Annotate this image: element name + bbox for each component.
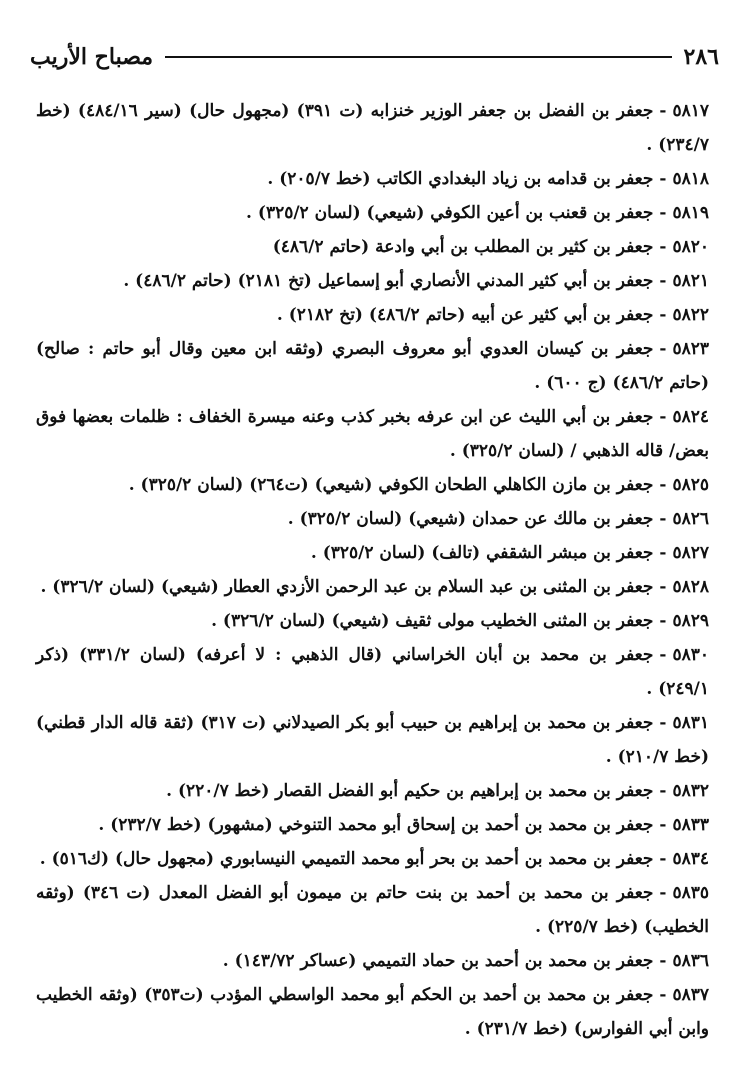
entry-list — [36, 94, 709, 1046]
entry-text: جعفر بن محمد بن إبراهيم بن حبيب أبو بكر الصيدلاني (ت ٣١٧) (ثقة قاله الدار قطني) (خط ٢١٠/٧) . — [36, 713, 709, 767]
entry-number: ٥٨١٧ — [672, 101, 709, 121]
entry-number: ٥٨٢٣ — [672, 339, 709, 359]
entry-text: جعفر بن أبي الليث عن ابن عرفه بخبر كذب وعنه ميسرة الخفاف : ظلمات بعضها فوق بعض/ قاله الذهبي / (لسان ٣٢٥/٢) . — [36, 407, 709, 461]
entry — [36, 94, 709, 162]
entry-dash: - — [659, 101, 667, 121]
entry-text: جعفر بن المثنى بن عبد السلام بن عبد الرحمن الأزدي العطار (شيعي) (لسان ٣٢٦/٢) . — [40, 577, 654, 597]
entry-number: ٥٨١٩ — [672, 203, 709, 223]
entry-number: ٥٨٢٤ — [672, 407, 709, 427]
entry — [36, 978, 709, 1046]
book-title: مصباح الأريب — [30, 44, 154, 70]
entry-dash: - — [659, 951, 667, 971]
entry-dash: - — [659, 781, 667, 801]
entry-dash: - — [659, 883, 667, 903]
entry-text: جعفر بن كثير بن المطلب بن أبي وادعة (حاتم ٤٨٦/٢) — [272, 237, 654, 257]
entry-dash: - — [659, 577, 667, 597]
entry — [36, 468, 709, 502]
entry-dash: - — [659, 339, 667, 359]
entry — [36, 332, 709, 400]
entry — [36, 162, 709, 196]
entry — [36, 196, 709, 230]
entry-number: ٥٨٢٢ — [672, 305, 709, 325]
entry-dash: - — [659, 169, 667, 189]
entry-number: ٥٨١٨ — [672, 169, 709, 189]
entry-number: ٥٨٢٥ — [672, 475, 709, 495]
entry — [36, 944, 709, 978]
header-rule — [165, 56, 671, 58]
entry-number: ٥٨٣٢ — [672, 781, 709, 801]
entry-text: جعفر بن قعنب بن أعين الكوفي (شيعي) (لسان ٣٢٥/٢) . — [246, 203, 654, 223]
entry — [36, 570, 709, 604]
entry-text: جعفر بن الفضل بن جعفر الوزير خنزابه (ت ٣٩١) (مجهول حال) (سير ٤٨٤/١٦) (خط ٢٣٤/٧) . — [36, 101, 709, 155]
entry-text: جعفر بن مازن الكاهلي الطحان الكوفي (شيعي) (ت٢٦٤) (لسان ٣٢٥/٢) . — [128, 475, 654, 495]
entry-dash: - — [659, 475, 667, 495]
entry-number: ٥٨٢٨ — [672, 577, 709, 597]
entry-text: جعفر بن محمد بن إبراهيم بن حكيم أبو الفضل القصار (خط ٢٢٠/٧) . — [166, 781, 654, 801]
entry-number: ٥٨٣٠ — [672, 645, 709, 665]
entry — [36, 808, 709, 842]
entry-dash: - — [659, 985, 667, 1005]
entry-dash: - — [659, 849, 667, 869]
page-header — [30, 40, 719, 74]
entry-text: جعفر بن أبي كثير المدني الأنصاري أبو إسماعيل (تخ ٢١٨١) (حاتم ٤٨٦/٢) . — [123, 271, 654, 291]
entry — [36, 230, 709, 264]
entry — [36, 298, 709, 332]
entry-text: جعفر بن محمد بن أبان الخراساني (قال الذهبي : لا أعرفه) (لسان ٣٣١/٢) (ذكر ٢٤٩/١) . — [36, 645, 709, 699]
entry-dash: - — [659, 237, 667, 257]
entry-text: جعفر بن مالك عن حمدان (شيعي) (لسان ٣٢٥/٢) . — [287, 509, 654, 529]
entry-dash: - — [659, 713, 667, 733]
entry-dash: - — [659, 611, 667, 631]
entry-dash: - — [659, 203, 667, 223]
entry — [36, 502, 709, 536]
entry — [36, 774, 709, 808]
entry-number: ٥٨٣٧ — [672, 985, 709, 1005]
entry-number: ٥٨٣٣ — [672, 815, 709, 835]
entry — [36, 638, 709, 706]
entry-text: جعفر بن أبي كثير عن أبيه (حاتم ٤٨٦/٢) (تخ ٢١٨٢) . — [276, 305, 654, 325]
entry-dash: - — [659, 815, 667, 835]
entry-dash: - — [659, 407, 667, 427]
entry-number: ٥٨٢٧ — [672, 543, 709, 563]
entry — [36, 842, 709, 876]
entry-number: ٥٨٢٩ — [672, 611, 709, 631]
entry-text: جعفر بن كيسان العدوي أبو معروف البصري (وثقه ابن معين وقال أبو حاتم : صالح) (حاتم ٤٨٦/٢) (ج ٦٠٠) . — [36, 339, 709, 393]
page-number: ٢٨٦ — [683, 44, 719, 70]
entry-dash: - — [659, 305, 667, 325]
entry — [36, 876, 709, 944]
entry — [36, 400, 709, 468]
entry-dash: - — [659, 271, 667, 291]
entry-text: جعفر بن محمد بن أحمد بن الحكم أبو محمد الواسطي المؤدب (ت٣٥٣) (وثقه الخطيب وابن أبي الفوارس) (خط ٢٣١/٧) . — [36, 985, 709, 1039]
entry-number: ٥٨٢٠ — [672, 237, 709, 257]
entry-text: جعفر بن محمد بن أحمد بن حماد التميمي (عساكر ١٤٣/٧٢) . — [222, 951, 654, 971]
entry-text: جعفر بن محمد بن أحمد بن بحر أبو محمد التميمي النيسابوري (مجهول حال) (ك٥١٦) . — [39, 849, 654, 869]
entry — [36, 264, 709, 298]
entry-text: جعفر بن محمد بن أحمد بن إسحاق أبو محمد التنوخي (مشهور) (خط ٢٣٢/٧) . — [98, 815, 654, 835]
entry-dash: - — [659, 509, 667, 529]
entry-text: جعفر بن المثنى الخطيب مولى ثقيف (شيعي) (لسان ٣٢٦/٢) . — [211, 611, 654, 631]
entry-text: جعفر بن محمد بن أحمد بن بنت حاتم بن ميمون أبو الفضل المعدل (ت ٣٤٦) (وثقه الخطيب) (خط ٢٢٥/٧) . — [36, 883, 709, 937]
entry — [36, 536, 709, 570]
entry-dash: - — [659, 543, 667, 563]
entry — [36, 706, 709, 774]
entry-number: ٥٨٣٥ — [672, 883, 709, 903]
entry-dash: - — [659, 645, 667, 665]
entry-number: ٥٨٢١ — [672, 271, 709, 291]
entry-text: جعفر بن مبشر الشقفي (تالف) (لسان ٣٢٥/٢) . — [310, 543, 654, 563]
entry-text: جعفر بن قدامه بن زياد البغدادي الكاتب (خط ٢٠٥/٧) . — [267, 169, 654, 189]
entry-number: ٥٨٣٦ — [672, 951, 709, 971]
entry-number: ٥٨٢٦ — [672, 509, 709, 529]
entry — [36, 604, 709, 638]
entry-number: ٥٨٣١ — [672, 713, 709, 733]
entry-number: ٥٨٣٤ — [672, 849, 709, 869]
